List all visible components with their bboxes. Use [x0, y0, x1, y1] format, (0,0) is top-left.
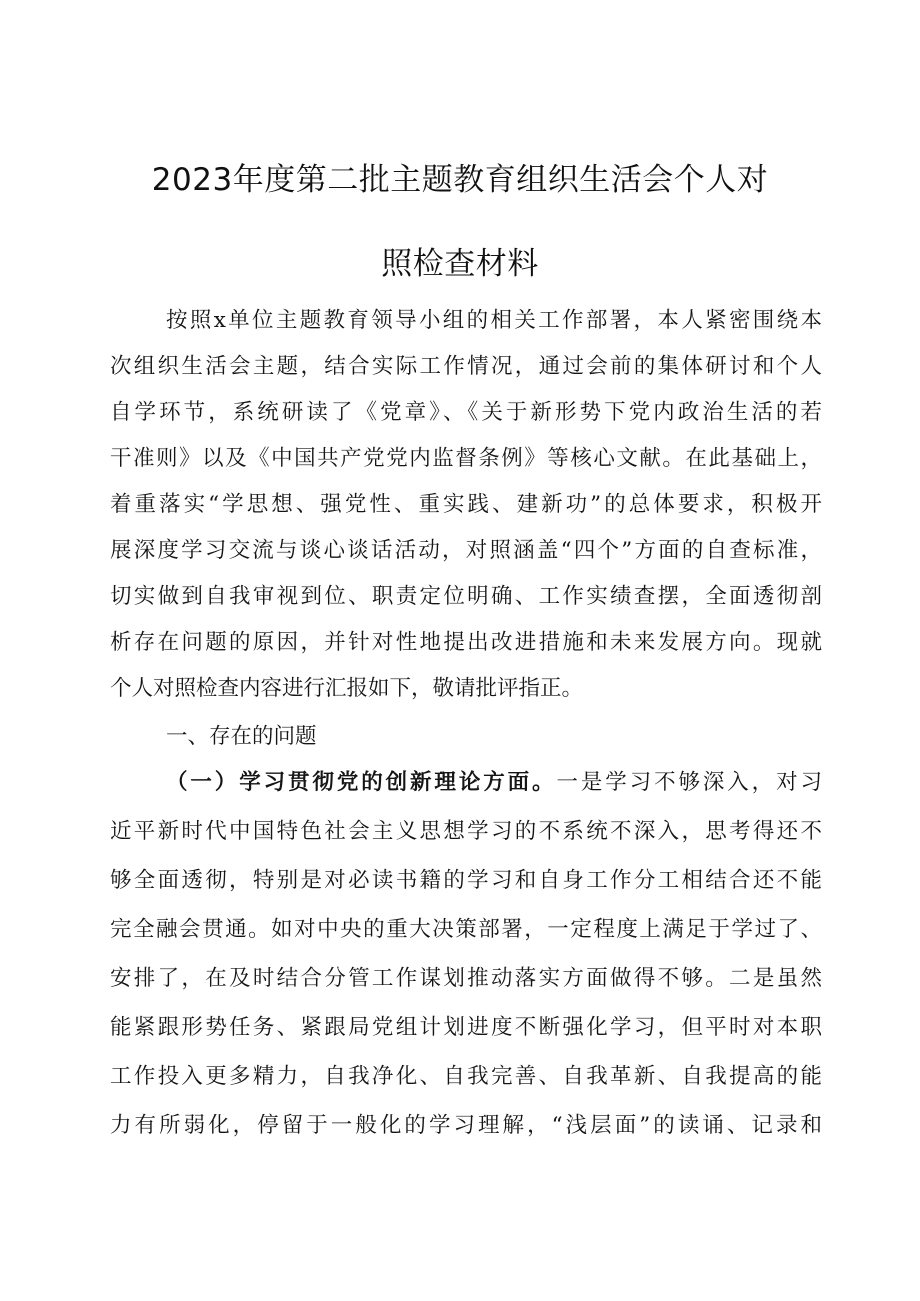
subsection-paragraph-line: 能紧跟形势任务、紧跟局党组计划进度不断强化学习，但平时对本职 [110, 1015, 822, 1040]
subsection-first-line-text: 一是学习不够深入，对习 [556, 770, 822, 795]
intro-paragraph-line: 按照x单位主题教育领导小组的相关工作部署，本人紧密围绕本 [166, 308, 822, 333]
subsection-paragraph-line: 安排了，在及时结合分管工作谋划推动落实方面做得不够。二是虽然 [110, 966, 822, 991]
subsection-paragraph-line: 工作投入更多精力，自我净化、自我完善、自我革新、自我提高的能 [110, 1064, 822, 1089]
intro-paragraph-line: 自学环节，系统研读了《党章》、《关于新形势下党内政治生活的若 [110, 400, 822, 425]
subsection-paragraph-line: 完全融会贯通。如对中央的重大决策部署，一定程度上满足于学过了、 [110, 917, 822, 942]
intro-paragraph-line: 切实做到自我审视到位、职责定位明确、工作实绩查摆，全面透彻剖 [110, 584, 822, 609]
subsection-title: （一）学习贯彻党的创新理论方面。 [166, 770, 557, 795]
intro-paragraph-line: 次组织生活会主题，结合实际工作情况，通过会前的集体研讨和个人 [110, 354, 822, 379]
document-title-line-2: 照检查材料 [381, 246, 539, 282]
intro-paragraph-line: 展深度学习交流与谈心谈话活动，对照涵盖“四个”方面的自查标准， [110, 538, 822, 563]
subsection-paragraph-line: 力有所弱化，停留于一般化的学习理解，“浅层面”的读诵、记录和 [110, 1113, 822, 1138]
intro-paragraph-line: 干准则》以及《中国共产党党内监督条例》等核心文献。在此基础上， [110, 446, 822, 471]
subsection-paragraph-line: 够全面透彻，特别是对必读书籍的学习和自身工作分工相结合还不能 [110, 868, 822, 893]
subsection-paragraph-line: 近平新时代中国特色社会主义思想学习的不系统不深入，思考得还不 [110, 819, 822, 844]
document-title-line-1: 2023年度第二批主题教育组织生活会个人对 [151, 162, 769, 198]
intro-paragraph-line: 个人对照检查内容进行汇报如下，敬请批评指正。 [110, 676, 584, 701]
subsection-first-line [166, 768, 822, 798]
intro-paragraph-line: 着重落实“学思想、强党性、重实践、建新功”的总体要求，积极开 [110, 492, 822, 517]
section-heading: 一、存在的问题 [166, 724, 317, 749]
intro-paragraph-line: 析存在问题的原因，并针对性地提出改进措施和未来发展方向。现就 [110, 630, 822, 655]
